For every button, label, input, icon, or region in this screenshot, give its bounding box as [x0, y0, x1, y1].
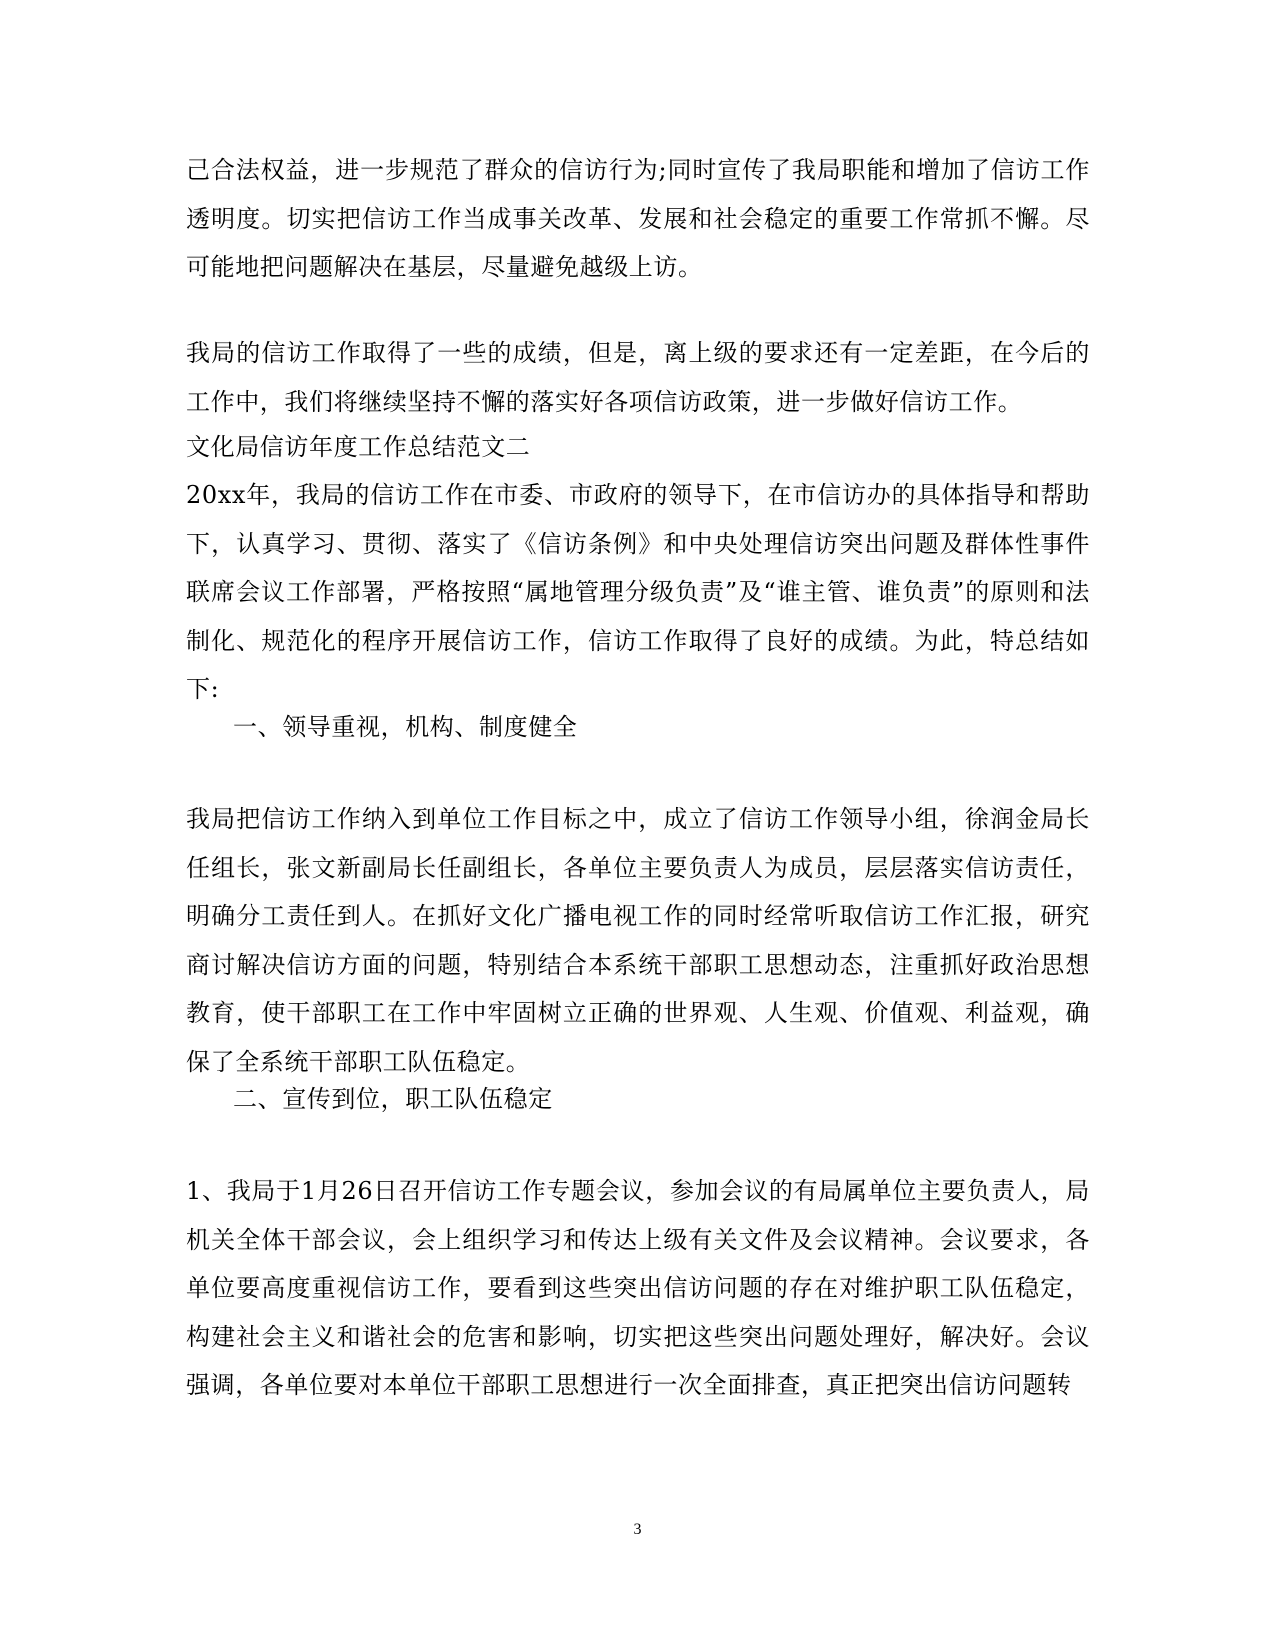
heading-publicity: 二、宣传到位，职工队伍稳定: [233, 1085, 553, 1113]
paragraph-intro-20xx: 20xx年，我局的信访工作在市委、市政府的领导下，在市信访办的具体指导和帮助下，认真学习、贯彻、落实了《信访条例》和中央处理信访突出问题及群体性事件联席会议工作部署，严格按照“属地管理分级负责”及“谁主管、谁负责”的原则和法制化、规范化的程序开展信访工作，信访工作取得了良好的成绩。为此，特总结如下:: [186, 481, 1090, 703]
heading-leadership: 一、领导重视，机构、制度健全: [233, 713, 578, 741]
paragraph-achievements: 我局的信访工作取得了一些的成绩，但是，离上级的要求还有一定差距，在今后的工作中，我们将继续坚持不懈的落实好各项信访政策，进一步做好信访工作。: [186, 339, 1090, 416]
page-number: 3: [633, 1521, 642, 1538]
paragraph-rights-transparency: 己合法权益，进一步规范了群众的信访行为;同时宣传了我局职能和增加了信访工作透明度。切实把信访工作当成事关改革、发展和社会稳定的重要工作常抓不懈。尽可能地把问题解决在基层，尽量避免越级上访。: [186, 156, 1090, 281]
paragraph-leadership-group: 我局把信访工作纳入到单位工作目标之中，成立了信访工作领导小组，徐润金局长任组长，张文新副局长任副组长，各单位主要负责人为成员，层层落实信访责任，明确分工责任到人。在抓好文化广播电视工作的同时经常听取信访工作汇报，研究商讨解决信访方面的问题，特别结合本系统干部职工思想动态，注重抓好政治思想教育，使干部职工在工作中牢固树立正确的世界观、人生观、价值观、利益观，确保了全系统干部职工队伍稳定。: [186, 805, 1090, 1076]
paragraph-meeting: 1、我局于1月26日召开信访工作专题会议，参加会议的有局属单位主要负责人，局机关全体干部会议，会上组织学习和传达上级有关文件及会议精神。会议要求，各单位要高度重视信访工作，要看到这些突出信访问题的存在对维护职工队伍稳定，构建社会主义和谐社会的危害和影响，切实把这些突出问题处理好，解决好。会议强调，各单位要对本单位干部职工思想进行一次全面排查，真正把突出信访问题转: [186, 1177, 1090, 1399]
section-title-summary-two: 文化局信访年度工作总结范文二: [186, 433, 531, 461]
